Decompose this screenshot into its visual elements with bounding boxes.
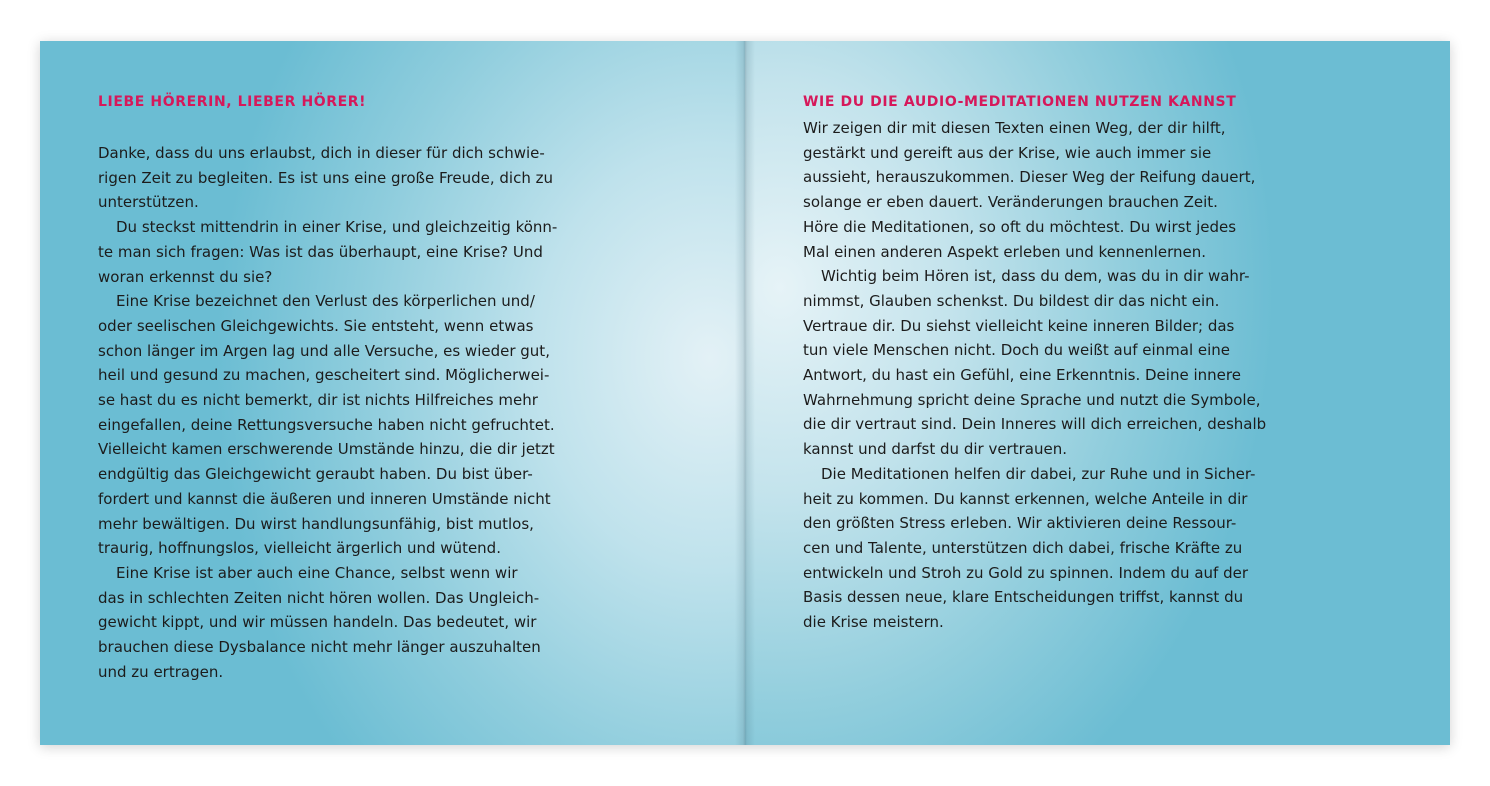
text-line: den größten Stress erleben. Wir aktivieren deine Ressour- [803,514,1237,533]
text-line: rigen Zeit zu begleiten. Es ist uns eine große Freude, dich zu [98,168,553,187]
text-line: solange er eben dauert. Veränderungen brauchen Zeit. [803,193,1218,212]
text-line: woran erkennst du sie? [98,267,273,286]
text-line: und zu ertragen. [98,662,224,681]
text-line: Die Meditationen helfen dir dabei, zur Ruhe und in Sicher- [821,464,1256,483]
text-line: Wahrnehmung spricht deine Sprache und nutzt die Symbole, [803,390,1261,409]
text-line: Wir zeigen dir mit diesen Texten einen Weg, der dir hilft, [803,119,1226,137]
text-line: Du steckst mittendrin in einer Krise, und gleichzeitig könn- [116,218,558,237]
left-page-body [98,141,658,684]
left-page [40,41,745,745]
text-line: endgültig das Gleichgewicht geraubt haben. Du bist über- [98,465,533,484]
text-line: Antwort, du hast ein Gefühl, eine Erkenntnis. Deine innere [803,366,1241,385]
right-page [745,41,1450,745]
text-line: Höre die Meditationen, so oft du möchtest. Du wirst jedes [803,217,1237,236]
text-line: schon länger im Argen lag und alle Versuche, es wieder gut, [98,341,550,360]
text-line: gestärkt und gereift aus der Krise, wie auch immer sie [803,143,1212,162]
text-line: tun viele Menschen nicht. Doch du weißt auf einmal eine [803,341,1231,360]
text-line: unterstützen. [98,193,199,212]
text-line: entwickeln und Stroh zu Gold zu spinnen. Indem du auf der [803,563,1248,582]
text-line: heil und gesund zu machen, gescheitert sind. Möglicherwei- [98,366,550,385]
text-line: cen und Talente, unterstützen dich dabei, frische Kräfte zu [803,538,1243,557]
text-line: Eine Krise bezeichnet den Verlust des körperlichen und/ [116,292,535,311]
text-line: Vertraue dir. Du siehst vielleicht keine inneren Bilder; das [803,316,1235,335]
text-line: gewicht kippt, und wir müssen handeln. Das bedeutet, wir [98,613,537,632]
left-page-heading: LIEBE HÖRERIN, LIEBER HÖRER! [98,94,367,110]
text-line: traurig, hoffnungslos, vielleicht ärgerlich und wütend. [98,539,501,558]
text-line: nimmst, Glauben schenkst. Du bildest dir das nicht ein. [803,291,1220,310]
text-line: Basis dessen neue, klare Entscheidungen triffst, kannst du [803,588,1244,607]
text-line: Eine Krise ist aber auch eine Chance, selbst wenn wir [116,563,518,582]
text-line: Mal einen anderen Aspekt erleben und kennenlernen. [803,242,1206,261]
text-line: heit zu kommen. Du kannst erkennen, welche Anteile in dir [803,489,1248,508]
text-line: eingefallen, deine Rettungsversuche haben nicht gefruchtet. [98,415,555,434]
text-line: fordert und kannst die äußeren und inneren Umstände nicht [98,489,551,508]
book-spread [40,41,1450,745]
text-line: das in schlechten Zeiten nicht hören wollen. Das Ungleich- [98,588,540,607]
text-line: se hast du es nicht bemerkt, dir ist nichts Hilfreiches mehr [98,391,538,410]
text-line: kannst und darfst du dir vertrauen. [803,440,1067,459]
text-line: Danke, dass du uns erlaubst, dich in dieser für dich schwie- [98,144,545,162]
text-line: die dir vertraut sind. Dein Inneres will dich erreichen, deshalb [803,415,1267,434]
text-line: oder seelischen Gleichgewichts. Sie entsteht, wenn etwas [98,316,534,335]
text-line: Wichtig beim Hören ist, dass du dem, was du in dir wahr- [821,267,1250,286]
text-line: te man sich fragen: Was ist das überhaupt, eine Krise? Und [98,242,543,261]
text-line: die Krise meistern. [803,613,944,632]
text-line: mehr bewältigen. Du wirst handlungsunfähig, bist mutlos, [98,514,534,533]
right-page-body [803,116,1403,635]
text-line: aussieht, herauszukommen. Dieser Weg der Reifung dauert, [803,168,1256,187]
right-page-heading: WIE DU DIE AUDIO-MEDITATIONEN NUTZEN KANNST [803,94,1237,110]
text-line: brauchen diese Dysbalance nicht mehr länger auszuhalten [98,638,541,657]
text-line: Vielleicht kamen erschwerende Umstände hinzu, die dir jetzt [98,440,555,459]
book-gutter [735,41,755,745]
